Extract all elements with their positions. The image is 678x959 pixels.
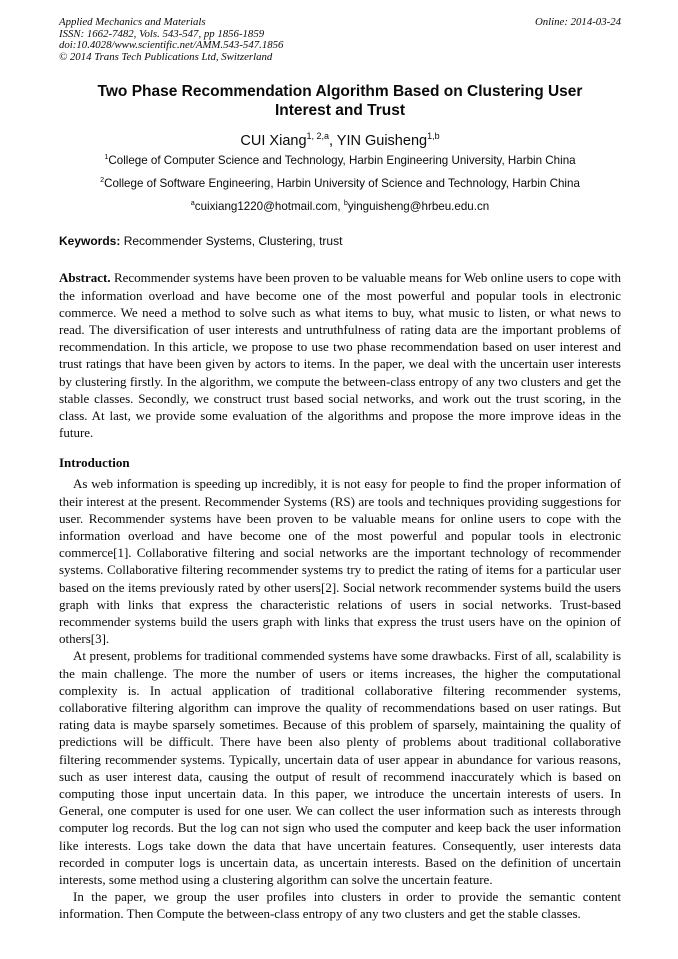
author-name-2: YIN Guisheng (336, 133, 428, 150)
author-name-1: CUI Xiang (240, 133, 307, 150)
affiliation-1-text: College of Computer Science and Technology, Harbin Engineering University, Harbin China (108, 154, 576, 168)
email-2-superscript: b (343, 198, 348, 208)
affiliation-2-superscript: 2 (100, 175, 105, 185)
intro-paragraph-3: In the paper, we group the user profiles into clusters in order to provide the semantic content information. Then Compute the between-class entropy of any two clusters and get the stable classes. (59, 889, 621, 922)
authors-line (59, 133, 621, 150)
email-1-superscript: a (190, 198, 195, 208)
doi-line: doi:10.4028/www.scientific.net/AMM.543-547.1856 (59, 39, 284, 52)
emails-line (59, 200, 621, 214)
author-1-superscript: 1, 2,a (306, 131, 329, 142)
copyright-line: © 2014 Trans Tech Publications Ltd, Switzerland (59, 50, 273, 63)
intro-paragraph-1: As web information is speeding up incredibly, it is not easy for people to find the proper information of their interest at the present. Recommender Systems (RS) are tools and techniques providing suggestions for user. Recommender systems have been proven to be valuable means for online users to cope with the information overload and have become one of the most powerful and popular tools in electronic commerce[1]. Collaborative filtering and social networks are the important technology of recommender systems. Collaborative filtering recommender systems try to predict the rating of items for a particular user based on the items previously rated by other users[2]. Social network recommender systems build the users graph with links that express the characteristic relations of users in social networks. Trust-based recommender systems build the users graph with links that express the trust users have on the opinion of others[3]. (59, 476, 621, 647)
journal-title: Applied Mechanics and Materials (59, 16, 206, 28)
affiliation-1-superscript: 1 (104, 152, 109, 162)
affiliation-line-2 (59, 177, 621, 191)
abstract-paragraph (59, 269, 621, 441)
abstract-label: Abstract. (59, 270, 111, 286)
affiliation-2-text: College of Software Engineering, Harbin University of Science and Technology, Harbin China (104, 177, 580, 191)
authors-separator: , (329, 133, 337, 150)
section-heading-introduction: Introduction (59, 455, 130, 471)
keywords-text: Recommender Systems, Clustering, trust (120, 234, 343, 249)
author-2-superscript: 1,b (427, 131, 440, 142)
affiliation-line-1 (59, 154, 621, 168)
paper-title: Two Phase Recommendation Algorithm Based on Clustering User Interest and Trust (97, 83, 583, 120)
keywords-label: Keywords: (59, 234, 121, 249)
intro-paragraph-2: At present, problems for traditional commended systems have some drawbacks. First of all, scalability is the main challenge. The more the number of users or items increases, the higher the computational complexity is. In actual application of traditional collaborative filtering recommender systems, collaborative filtering algorithm can improve the quality of recommendations based on user ratings. But rating data is maybe sparsely sometimes. Because of this problem of sparsely, maintaining the quality of predictions will be difficult. There have been also plenty of problems about traditional collaborative filtering recommender systems. Typically, uncertain data of user appear in abundance for various reasons, such as user interest data, causing the output of result of recommend inaccurately which is based on computing those input uncertain data. In this paper, we introduce the uncertain interests of users. In General, one computer is used for one user. We can collect the user information such as interests through computer log records. But the log can not sign who used the computer and keep back the user information like interests. Logs take down the data that have uncertain features. Consequently, user interests data recorded in computer logs is uncertain data, as uncertain interests. Based on the definition of uncertain interests, some method using a clustering algorithm can solve the uncertain feature. (59, 648, 621, 888)
journal-header (59, 17, 621, 63)
journal-header-left (59, 17, 283, 63)
abstract-text: Recommender systems have been proven to be valuable means for Web online users to cope with the information overload and have become one of the most powerful and popular tools in electronic commerce. We need a method to solve such as what items to buy, what music to listen, or what news to read. The diversification of user interests and untruthfulness of rating data are the important problems of recommendation. In this article, we propose to use two phase recommendation based on user interest and trust ratings that have been given by actors to items. In the paper, we deal with the uncertain user interests by clustering firstly. In the algorithm, we compute the between-class entropy of any two clusters and get the stable classes. Secondly, we construct trust based social networks, and work out the trust scoring, in the class. At last, we provide some evaluation of the algorithms and propose the more improve ideas in the future. (59, 270, 621, 441)
online-date: Online: 2014-03-24 (534, 16, 621, 28)
keywords-line (59, 234, 621, 249)
issn-line: ISSN: 1662-7482, Vols. 543-547, pp 1856-1859 (59, 27, 265, 40)
email-2-text: yinguisheng@hrbeu.edu.cn (347, 200, 490, 214)
email-1-text: cuixiang1220@hotmail.com, (194, 200, 341, 214)
